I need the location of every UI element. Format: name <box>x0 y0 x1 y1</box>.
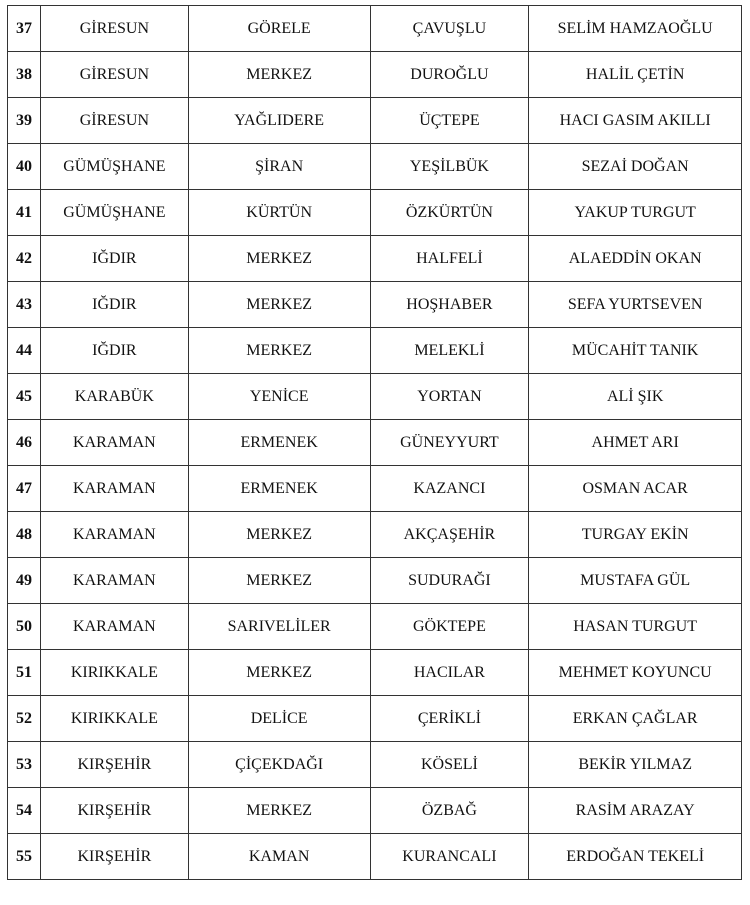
row-number: 44 <box>8 328 41 374</box>
province-cell: KIRIKKALE <box>40 696 188 742</box>
table-row <box>8 558 742 604</box>
district-cell: KÜRTÜN <box>188 190 370 236</box>
district-cell: ERMENEK <box>188 420 370 466</box>
row-number: 37 <box>8 6 41 52</box>
table-row <box>8 374 742 420</box>
village-cell: YORTAN <box>370 374 529 420</box>
table-row <box>8 788 742 834</box>
table-row <box>8 236 742 282</box>
province-cell: KARAMAN <box>40 420 188 466</box>
table-row <box>8 144 742 190</box>
name-cell: ALİ ŞIK <box>529 374 742 420</box>
village-cell: HALFELİ <box>370 236 529 282</box>
district-cell: MERKEZ <box>188 328 370 374</box>
province-cell: KARABÜK <box>40 374 188 420</box>
name-cell: BEKİR YILMAZ <box>529 742 742 788</box>
table-row <box>8 6 742 52</box>
district-cell: SARIVELİLER <box>188 604 370 650</box>
name-cell: HACI GASIM AKILLI <box>529 98 742 144</box>
province-cell: KIRIKKALE <box>40 650 188 696</box>
village-cell: KAZANCI <box>370 466 529 512</box>
name-cell: SEZAİ DOĞAN <box>529 144 742 190</box>
village-cell: DUROĞLU <box>370 52 529 98</box>
name-cell: ALAEDDİN OKAN <box>529 236 742 282</box>
village-cell: YEŞİLBÜK <box>370 144 529 190</box>
table-row <box>8 52 742 98</box>
province-cell: KARAMAN <box>40 604 188 650</box>
table-row <box>8 604 742 650</box>
row-number: 43 <box>8 282 41 328</box>
table-row <box>8 512 742 558</box>
row-number: 53 <box>8 742 41 788</box>
name-cell: RASİM ARAZAY <box>529 788 742 834</box>
row-number: 38 <box>8 52 41 98</box>
row-number: 47 <box>8 466 41 512</box>
province-cell: KIRŞEHİR <box>40 834 188 880</box>
province-cell: IĞDIR <box>40 328 188 374</box>
name-cell: ERKAN ÇAĞLAR <box>529 696 742 742</box>
row-number: 51 <box>8 650 41 696</box>
row-number: 48 <box>8 512 41 558</box>
name-cell: AHMET ARI <box>529 420 742 466</box>
district-cell: MERKEZ <box>188 788 370 834</box>
province-cell: KARAMAN <box>40 466 188 512</box>
district-cell: MERKEZ <box>188 512 370 558</box>
table-row <box>8 420 742 466</box>
row-number: 49 <box>8 558 41 604</box>
district-cell: YAĞLIDERE <box>188 98 370 144</box>
village-cell: KURANCALI <box>370 834 529 880</box>
district-cell: KAMAN <box>188 834 370 880</box>
table-row <box>8 328 742 374</box>
village-cell: ÜÇTEPE <box>370 98 529 144</box>
village-cell: GÜNEYYURT <box>370 420 529 466</box>
table-row <box>8 98 742 144</box>
province-cell: GÜMÜŞHANE <box>40 190 188 236</box>
name-cell: HASAN TURGUT <box>529 604 742 650</box>
row-number: 54 <box>8 788 41 834</box>
name-cell: MÜCAHİT TANIK <box>529 328 742 374</box>
district-cell: MERKEZ <box>188 650 370 696</box>
village-cell: ÖZKÜRTÜN <box>370 190 529 236</box>
village-cell: ÖZBAĞ <box>370 788 529 834</box>
district-cell: DELİCE <box>188 696 370 742</box>
province-cell: GİRESUN <box>40 52 188 98</box>
table-row <box>8 696 742 742</box>
district-cell: MERKEZ <box>188 282 370 328</box>
table-row <box>8 742 742 788</box>
province-cell: KIRŞEHİR <box>40 788 188 834</box>
village-cell: MELEKLİ <box>370 328 529 374</box>
village-cell: SUDURAĞI <box>370 558 529 604</box>
village-cell: HACILAR <box>370 650 529 696</box>
district-cell: ÇİÇEKDAĞI <box>188 742 370 788</box>
name-cell: OSMAN ACAR <box>529 466 742 512</box>
district-cell: GÖRELE <box>188 6 370 52</box>
district-cell: MERKEZ <box>188 558 370 604</box>
village-cell: ÇERİKLİ <box>370 696 529 742</box>
row-number: 50 <box>8 604 41 650</box>
village-cell: HOŞHABER <box>370 282 529 328</box>
district-cell: MERKEZ <box>188 52 370 98</box>
province-cell: GÜMÜŞHANE <box>40 144 188 190</box>
province-cell: GİRESUN <box>40 6 188 52</box>
name-cell: ERDOĞAN TEKELİ <box>529 834 742 880</box>
row-number: 41 <box>8 190 41 236</box>
province-cell: GİRESUN <box>40 98 188 144</box>
row-number: 42 <box>8 236 41 282</box>
province-cell: KARAMAN <box>40 558 188 604</box>
table-row <box>8 650 742 696</box>
district-cell: ŞİRAN <box>188 144 370 190</box>
name-cell: SEFA YURTSEVEN <box>529 282 742 328</box>
row-number: 52 <box>8 696 41 742</box>
province-cell: IĞDIR <box>40 236 188 282</box>
row-number: 46 <box>8 420 41 466</box>
row-number: 45 <box>8 374 41 420</box>
name-cell: YAKUP TURGUT <box>529 190 742 236</box>
table-body <box>8 6 742 880</box>
data-table <box>7 5 742 880</box>
table-row <box>8 466 742 512</box>
table-row <box>8 834 742 880</box>
table-row <box>8 282 742 328</box>
village-cell: AKÇAŞEHİR <box>370 512 529 558</box>
village-cell: KÖSELİ <box>370 742 529 788</box>
name-cell: TURGAY EKİN <box>529 512 742 558</box>
name-cell: MUSTAFA GÜL <box>529 558 742 604</box>
name-cell: SELİM HAMZAOĞLU <box>529 6 742 52</box>
row-number: 55 <box>8 834 41 880</box>
village-cell: ÇAVUŞLU <box>370 6 529 52</box>
table-row <box>8 190 742 236</box>
district-cell: YENİCE <box>188 374 370 420</box>
district-cell: MERKEZ <box>188 236 370 282</box>
village-cell: GÖKTEPE <box>370 604 529 650</box>
province-cell: IĞDIR <box>40 282 188 328</box>
province-cell: KIRŞEHİR <box>40 742 188 788</box>
name-cell: MEHMET KOYUNCU <box>529 650 742 696</box>
name-cell: HALİL ÇETİN <box>529 52 742 98</box>
row-number: 39 <box>8 98 41 144</box>
row-number: 40 <box>8 144 41 190</box>
district-cell: ERMENEK <box>188 466 370 512</box>
province-cell: KARAMAN <box>40 512 188 558</box>
